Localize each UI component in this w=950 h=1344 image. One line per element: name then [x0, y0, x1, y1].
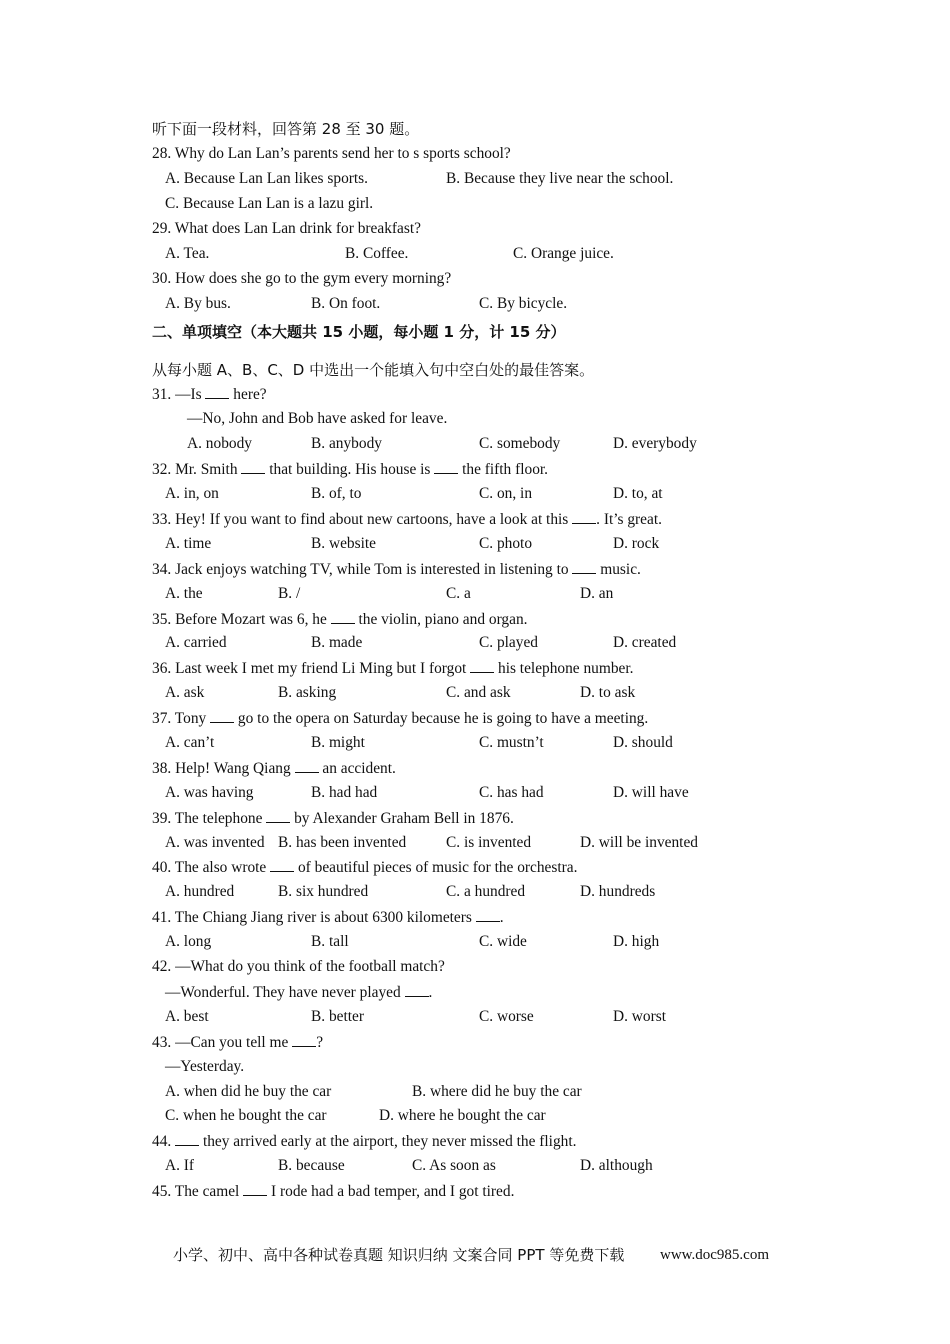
option-44c: C. As soon as: [412, 1157, 496, 1174]
option-40c: C. a hundred: [446, 883, 526, 900]
question-39: 39. The telephone by Alexander Graham Bell in 1876.: [152, 810, 514, 827]
option-40d: D. hundreds: [580, 883, 656, 900]
option-32c: C. on, in: [479, 485, 533, 502]
reply-31: —No, John and Bob have asked for leave.: [187, 410, 448, 427]
option-38c: C. has had: [479, 784, 544, 801]
option-30c: C. By bicycle.: [479, 295, 568, 312]
option-43c: C. when he bought the car: [165, 1107, 327, 1124]
answer-blank: [175, 1132, 199, 1146]
option-29c: C. Orange juice.: [513, 245, 614, 262]
question-36: 36. Last week I met my friend Li Ming but I forgot his telephone number.: [152, 660, 634, 677]
option-31c: C. somebody: [479, 435, 561, 452]
answer-blank: [572, 560, 596, 574]
option-29b: B. Coffee.: [345, 245, 409, 262]
question-29: 29. What does Lan Lan drink for breakfast?: [152, 220, 421, 237]
answer-blank: [295, 759, 319, 773]
answer-blank: [405, 983, 429, 997]
option-40b: B. six hundred: [278, 883, 369, 900]
option-31a: A. nobody: [187, 435, 252, 452]
answer-blank: [210, 709, 234, 723]
option-35a: A. carried: [165, 634, 227, 651]
option-41d: D. high: [613, 933, 660, 950]
option-33d: D. rock: [613, 535, 660, 552]
option-40a: A. hundred: [165, 883, 235, 900]
option-28c: C. Because Lan Lan is a lazu girl.: [165, 195, 374, 212]
option-29a: A. Tea.: [165, 245, 210, 262]
option-37a: A. can’t: [165, 734, 215, 751]
option-43d: D. where he bought the car: [379, 1107, 546, 1124]
option-41c: C. wide: [479, 933, 527, 950]
option-36b: B. asking: [278, 684, 337, 701]
option-38a: A. was having: [165, 784, 254, 801]
question-32: 32. Mr. Smith that building. His house is the fifth floor.: [152, 461, 549, 478]
option-36d: D. to ask: [580, 684, 636, 701]
option-38b: B. had had: [311, 784, 378, 801]
answer-blank: [331, 610, 355, 624]
question-28: 28. Why do Lan Lan’s parents send her to s sports school?: [152, 145, 511, 162]
question-40: 40. The also wrote of beautiful pieces of music for the orchestra.: [152, 859, 578, 876]
option-34a: A. the: [165, 585, 203, 602]
answer-blank: [241, 460, 265, 474]
answer-blank: [470, 659, 494, 673]
option-39c: C. is invented: [446, 834, 532, 851]
option-33c: C. photo: [479, 535, 533, 552]
option-33b: B. website: [311, 535, 376, 552]
question-30: 30. How does she go to the gym every morning?: [152, 270, 452, 287]
question-31: 31. —Is here?: [152, 386, 267, 403]
option-39d: D. will be invented: [580, 834, 698, 851]
option-36c: C. and ask: [446, 684, 511, 701]
answer-blank: [572, 510, 596, 524]
answer-blank: [270, 858, 294, 872]
option-42d: D. worst: [613, 1008, 667, 1025]
listening-intro: 听下面一段材料，回答第 28 至 30 题。: [152, 120, 420, 138]
option-34d: D. an: [580, 585, 614, 602]
question-42: 42. —What do you think of the football match?: [152, 958, 445, 975]
option-30b: B. On foot.: [311, 295, 381, 312]
option-37d: D. should: [613, 734, 673, 751]
option-32a: A. in, on: [165, 485, 219, 502]
answer-blank: [434, 460, 458, 474]
option-35b: B. made: [311, 634, 363, 651]
question-37: 37. Tony go to the opera on Saturday because he is going to have a meeting.: [152, 710, 649, 727]
option-38d: D. will have: [613, 784, 689, 801]
question-34: 34. Jack enjoys watching TV, while Tom is interested in listening to music.: [152, 561, 641, 578]
answer-blank: [205, 385, 229, 399]
answer-blank: [243, 1182, 267, 1196]
option-42c: C. worse: [479, 1008, 534, 1025]
answer-blank: [292, 1033, 316, 1047]
option-36a: A. ask: [165, 684, 205, 701]
option-34b: B. /: [278, 585, 301, 602]
option-31b: B. anybody: [311, 435, 382, 452]
option-39b: B. has been invented: [278, 834, 407, 851]
option-28b: B. Because they live near the school.: [446, 170, 674, 187]
option-44a: A. If: [165, 1157, 195, 1174]
option-35c: C. played: [479, 634, 538, 651]
question-41: 41. The Chiang Jiang river is about 6300 kilometers .: [152, 909, 504, 926]
option-39a: A. was invented: [165, 834, 265, 851]
option-42a: A. best: [165, 1008, 209, 1025]
option-37b: B. might: [311, 734, 365, 751]
answer-blank: [266, 809, 290, 823]
option-41a: A. long: [165, 933, 212, 950]
option-44d: D. although: [580, 1157, 653, 1174]
question-44: 44. they arrived early at the airport, they never missed the flight.: [152, 1133, 577, 1150]
footer-url[interactable]: www.doc985.com: [660, 1247, 770, 1263]
option-44b: B. because: [278, 1157, 345, 1174]
option-42b: B. better: [311, 1008, 364, 1025]
option-28a: A. Because Lan Lan likes sports.: [165, 170, 369, 187]
option-35d: D. created: [613, 634, 677, 651]
footer-text: 小学、初中、高中各种试卷真题 知识归纳 文案合同 PPT 等免费下载: [173, 1246, 625, 1264]
option-34c: C. a: [446, 585, 471, 602]
option-32b: B. of, to: [311, 485, 362, 502]
question-45: 45. The camel I rode had a bad temper, and I got tired.: [152, 1183, 515, 1200]
question-43: 43. —Can you tell me ?: [152, 1034, 324, 1051]
answer-blank: [476, 908, 500, 922]
reply-43: —Yesterday.: [165, 1058, 245, 1075]
option-43b: B. where did he buy the car: [412, 1083, 582, 1100]
question-35: 35. Before Mozart was 6, he the violin, piano and organ.: [152, 611, 528, 628]
option-43a: A. when did he buy the car: [165, 1083, 332, 1100]
option-31d: D. everybody: [613, 435, 697, 452]
option-32d: D. to, at: [613, 485, 663, 502]
question-38: 38. Help! Wang Qiang an accident.: [152, 760, 396, 777]
option-30a: A. By bus.: [165, 295, 231, 312]
reply-42: —Wonderful. They have never played .: [165, 984, 433, 1001]
option-37c: C. mustn’t: [479, 734, 544, 751]
option-41b: B. tall: [311, 933, 349, 950]
option-33a: A. time: [165, 535, 212, 552]
question-33: 33. Hey! If you want to find about new cartoons, have a look at this . It’s great.: [152, 511, 662, 528]
section-heading: 二、单项填空（本大题共 15 小题，每小题 1 分，计 15 分）: [152, 323, 566, 341]
section-instruction: 从每小题 A、B、C、D 中选出一个能填入句中空白处的最佳答案。: [152, 361, 595, 379]
